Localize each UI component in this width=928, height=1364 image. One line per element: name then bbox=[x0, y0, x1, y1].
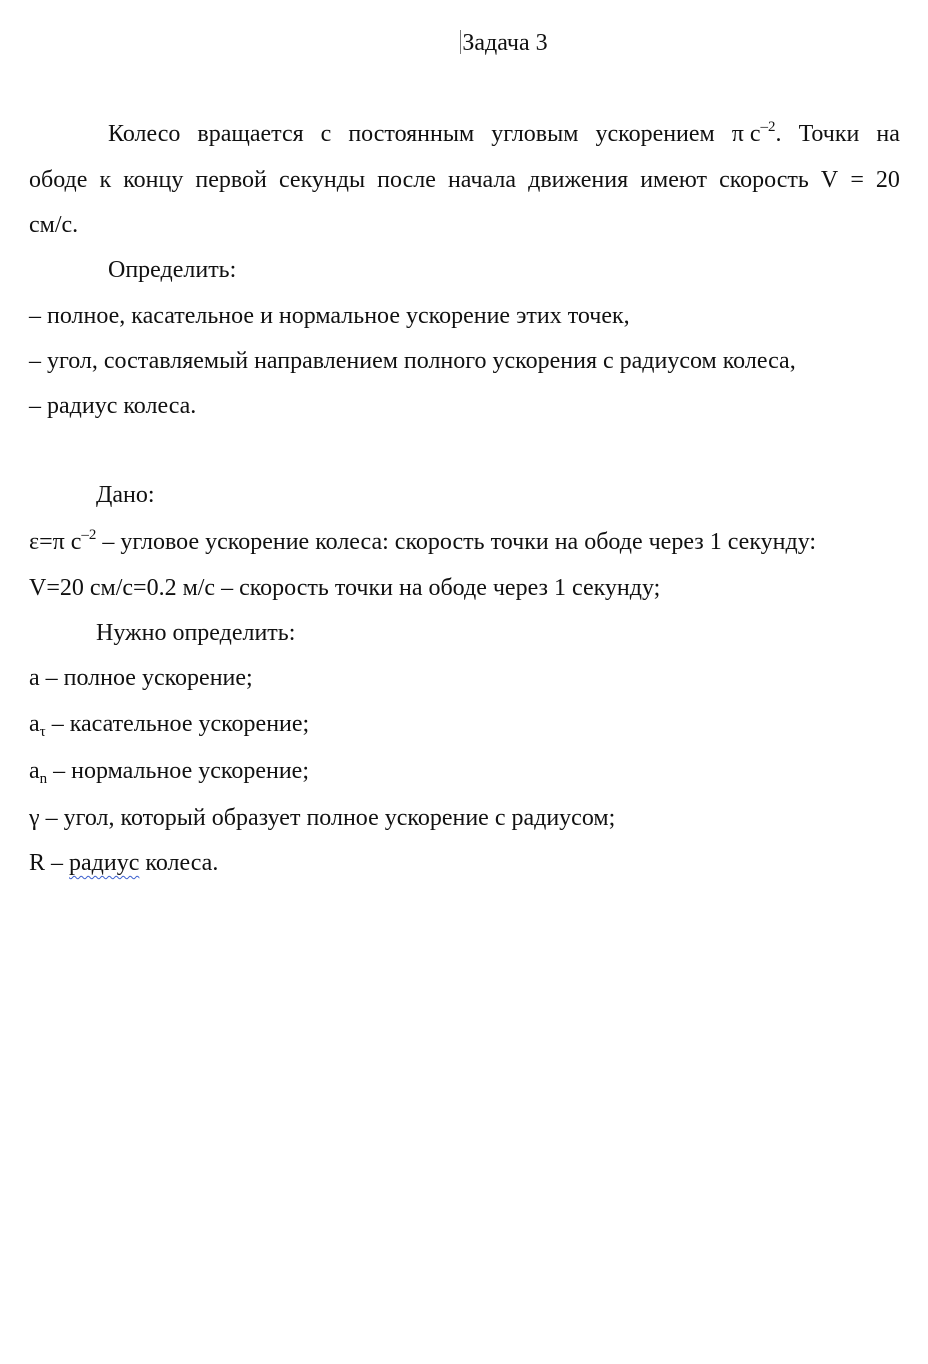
problem-line-2: ободе к концу первой секунды после начала движения имеют скорость V = 20 bbox=[29, 167, 900, 193]
given-heading: Дано: bbox=[96, 482, 155, 508]
find-angle: γ – угол, который образует полное ускорение с радиусом; bbox=[29, 805, 616, 831]
given-velocity: V=20 см/с=0.2 м/с – скорость точки на ободе через 1 секунду; bbox=[29, 575, 661, 601]
determine-item-2: – угол, составляемый направлением полного ускорения с радиусом колеса, bbox=[29, 348, 796, 374]
determine-heading: Определить: bbox=[108, 257, 237, 283]
find-total-acceleration: а – полное ускорение; bbox=[29, 665, 253, 691]
find-heading: Нужно определить: bbox=[96, 620, 296, 646]
problem-line-3: см/с. bbox=[29, 212, 79, 238]
spellcheck-underline[interactable]: радиус bbox=[69, 850, 140, 876]
task-title: Задача 3 bbox=[462, 30, 548, 56]
given-angular-acceleration: ε=π $с^{-2}$ – угловое ускорение колеса: скорость точки на ободе через 1 секунду: bbox=[29, 527, 817, 555]
problem-line-1: Колесо вращается с постоянным угловым ускорением π $с^{-2}$. Точки на bbox=[108, 119, 900, 147]
determine-item-3: – радиус колеса. bbox=[29, 393, 197, 419]
find-tangential-acceleration: $а_\tau$ – касательное ускорение; bbox=[29, 711, 310, 740]
find-normal-acceleration: $а_n$ – нормальное ускорение; bbox=[29, 758, 309, 787]
determine-item-1: – полное, касательное и нормальное ускорение этих точек, bbox=[29, 303, 630, 329]
find-radius: R – радиус колеса. bbox=[29, 850, 219, 876]
angular-acceleration-value: π $с^{-2}$. bbox=[731, 119, 782, 147]
